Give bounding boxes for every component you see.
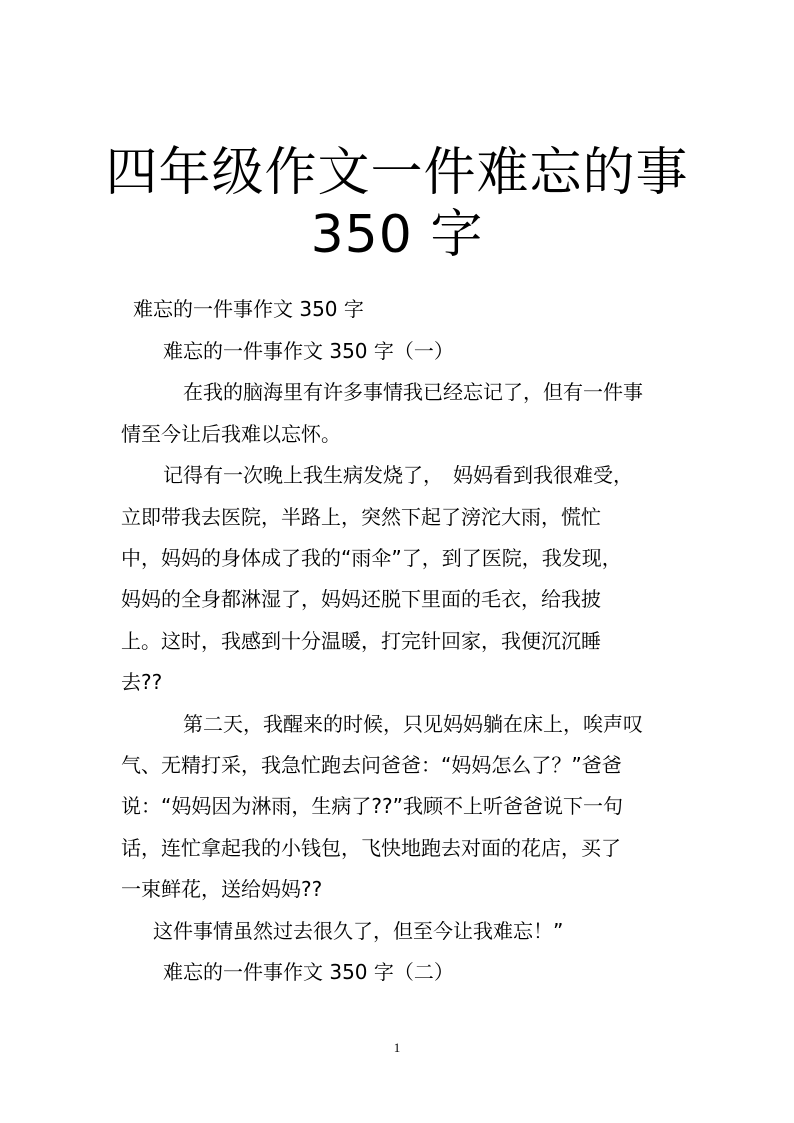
paragraph-line: 这件事情虽然过去很久了，但至今让我难忘！”: [153, 919, 564, 943]
subsection-heading-1: 难忘的一件事作文 350 字（一）: [163, 339, 454, 363]
paragraph-line: 记得有一次晚上我生病发烧了， 妈妈看到我很难受，: [163, 463, 633, 487]
paragraph-line: 说：“妈妈因为淋雨，生病了??”我顾不上听爸爸说下一句: [121, 794, 623, 818]
paragraph-line: 话，连忙拿起我的小钱包，飞快地跑去对面的花店，买了: [121, 836, 621, 860]
paragraph-line: 上。这时，我感到十分温暖，打完针回家，我便沉沉睡: [121, 629, 601, 653]
section-heading: 难忘的一件事作文 350 字: [133, 297, 364, 321]
paragraph-line: 在我的脑海里有许多事情我已经忘记了，但有一件事: [183, 380, 643, 404]
document-title-line-2: 350 字: [310, 205, 484, 265]
paragraph-line: 气、无精打采，我急忙跑去问爸爸：“妈妈怎么了？”爸爸: [121, 753, 622, 777]
paragraph-line: 去??: [121, 670, 163, 694]
paragraph-line: 一束鲜花，送给妈妈??: [121, 877, 323, 901]
subsection-heading-2: 难忘的一件事作文 350 字（二）: [163, 960, 454, 984]
paragraph-line: 情至今让后我难以忘怀。: [121, 422, 341, 446]
page-number: 1: [393, 1040, 401, 1055]
paragraph-line: 中，妈妈的身体成了我的“雨伞”了，到了医院，我发现，: [121, 546, 622, 570]
paragraph-line: 妈妈的全身都淋湿了，妈妈还脱下里面的毛衣，给我披: [121, 587, 601, 611]
paragraph-line: 第二天，我醒来的时候，只见妈妈躺在床上，唉声叹: [183, 712, 643, 736]
paragraph-line: 立即带我去医院，半路上，突然下起了滂沱大雨，慌忙: [121, 505, 601, 529]
document-title-line-1: 四年级作文一件难忘的事: [105, 143, 689, 203]
